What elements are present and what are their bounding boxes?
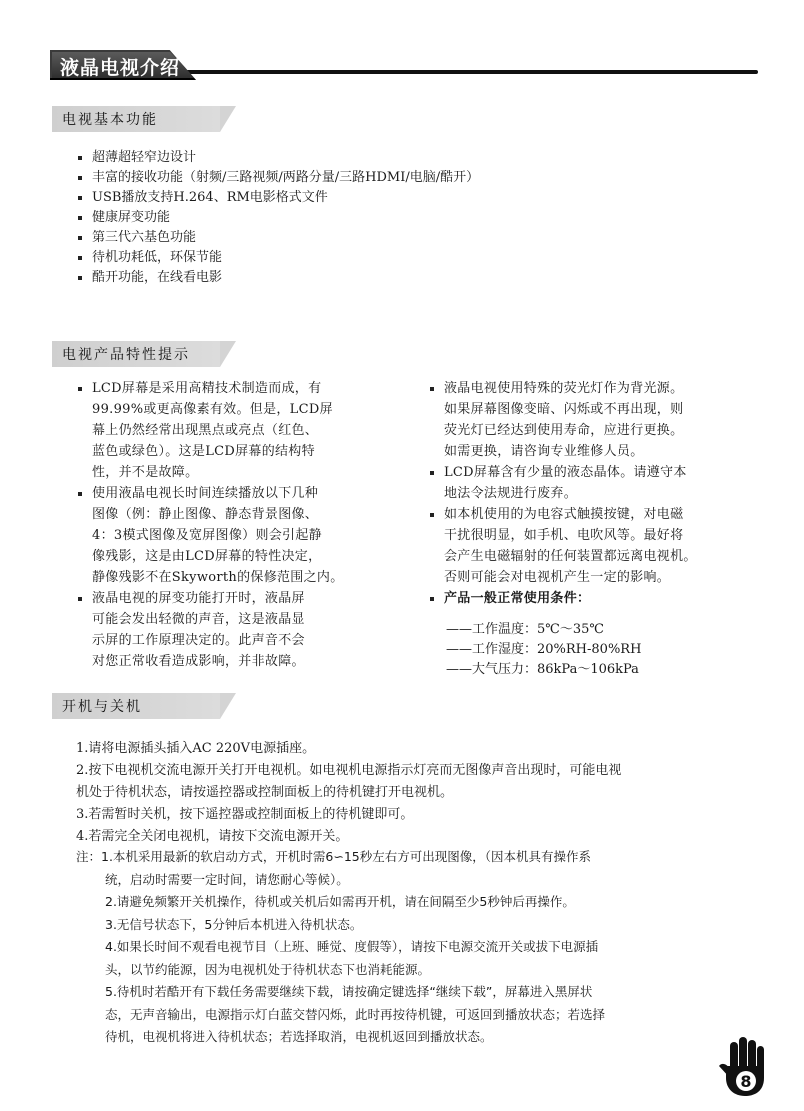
list-item: 健康屏变功能 <box>78 208 479 228</box>
tips-right-list <box>430 378 760 609</box>
step-line: 2.按下电视机交流电源开关打开电视机。如电视机电源指示灯亮而无图像声音出现时，可能电视 <box>76 763 622 778</box>
section-title: 电视产品特性提示 <box>62 347 190 363</box>
step-line: 3.若需暂时关机，按下遥控器或控制面板上的待机键即可。 <box>76 807 414 822</box>
note-line: 待机，电视机将进入待机状态；若选择取消，电视机返回到播放状态。 <box>105 1029 493 1044</box>
chapter-title: 液晶电视介绍 <box>60 57 181 79</box>
basic-features-list <box>78 148 479 288</box>
list-item: 第三代六基色功能 <box>78 228 479 248</box>
step-line: 1.请将电源插头插入AC 220V电源插座。 <box>76 741 316 756</box>
note-line: 2.请避免频繁开关机操作，待机或关机后如需再开机，请在间隔至少5秒钟后再操作。 <box>105 894 575 909</box>
note-line: 统，启动时需要一定时间，请您耐心等候）。 <box>105 871 349 887</box>
note-line: 4.如果长时间不观看电视节目（上班、睡觉、度假等），请按下电源交流开关或拔下电源插 <box>105 939 599 954</box>
list-item: 液晶电视使用特殊的荧光灯作为背光源。 如果屏幕图像变暗、闪烁或不再出现，则 荧光灯已经达到使用寿命，应进行更换。 如需更换，请咨询专业维修人员。 <box>430 378 760 462</box>
header-rule <box>186 70 758 74</box>
section-header-basic <box>52 106 220 132</box>
page-number: 8 <box>740 1072 752 1091</box>
list-item: USB播放支持H.264、RM电影格式文件 <box>78 188 479 208</box>
power-steps <box>76 738 748 848</box>
step-line: 机处于待机状态，请按遥控器或控制面板上的待机键打开电视机。 <box>76 785 454 800</box>
list-item: LCD屏幕含有少量的液态晶体。请遵守本 地法令法规进行废弃。 <box>430 462 760 504</box>
note-line: 态，无声音输出，电源指示灯白蓝交替闪烁，此时再按待机键，可返回到播放状态；若选择 <box>105 1006 606 1022</box>
list-item: 超薄超轻窄边设计 <box>78 148 479 168</box>
section-header-power <box>52 693 220 719</box>
list-item: 待机功耗低，环保节能 <box>78 248 479 268</box>
section-title: 电视基本功能 <box>62 112 158 128</box>
condition-item: ——工作湿度：20%RH-80%RH <box>446 642 642 657</box>
step-line: 4.若需完全关闭电视机，请按下交流电源开关。 <box>76 829 349 844</box>
note-line: 3.无信号状态下，5分钟后本机进入待机状态。 <box>105 916 363 932</box>
note-line: 5.待机时若酷开有下载任务需要继续下载，请按确定键选择“继续下载”，屏幕进入黑屏状 <box>105 984 593 999</box>
note-line: 头，以节约能源，因为电视机处于待机状态下也消耗能源。 <box>105 961 431 977</box>
list-item: LCD屏幕是采用高精技术制造而成，有 99.99%或更高像素有效。但是，LCD屏 幕上仍然经常出现黑点或亮点（红色、 蓝色或绿色）。这是LCD屏幕的结构特 性，并不是故障。 <box>78 378 388 483</box>
section-title: 开机与关机 <box>62 699 142 715</box>
list-item: 使用液晶电视长时间连续播放以下几种 图像（例：静止图像、静态背景图像、 4：3模式图像及宽屏图像）则会引起静 像残影，这是由LCD屏幕的特性决定， 静像残影不在Skyworth的保修范围之内。 <box>78 483 388 588</box>
list-item: 如本机使用的为电容式触摸按键，对电磁 干扰很明显，如手机、电吹风等。最好将 会产生电磁辐射的任何装置都远离电视机。 否则可能会对电视机产生一定的影响。 <box>430 504 760 588</box>
list-item: 丰富的接收功能（射频/三路视频/两路分量/三路HDMI/电脑/酷开） <box>78 168 479 188</box>
list-item: 酷开功能，在线看电影 <box>78 268 479 288</box>
note-line: 注：1.本机采用最新的软启动方式，开机时需6∽15秒左右方可出现图像，（因本机具有操作系 <box>76 849 592 864</box>
condition-item: ——工作温度：5℃～35℃ <box>446 622 604 637</box>
section-header-tips <box>52 341 220 367</box>
conditions-list <box>446 620 641 680</box>
tips-left-list <box>78 378 388 672</box>
conditions-title: 产品一般正常使用条件： <box>430 588 760 609</box>
page-number-hand-icon <box>716 1036 774 1098</box>
power-notes <box>76 846 748 1049</box>
condition-item: ——大气压力：86kPa～106kPa <box>446 662 639 677</box>
list-item: 液晶电视的屏变功能打开时，液晶屏 可能会发出轻微的声音，这是液晶显 示屏的工作原理决定的。此声音不会 对您正常收看造成影响，并非故障。 <box>78 588 388 672</box>
